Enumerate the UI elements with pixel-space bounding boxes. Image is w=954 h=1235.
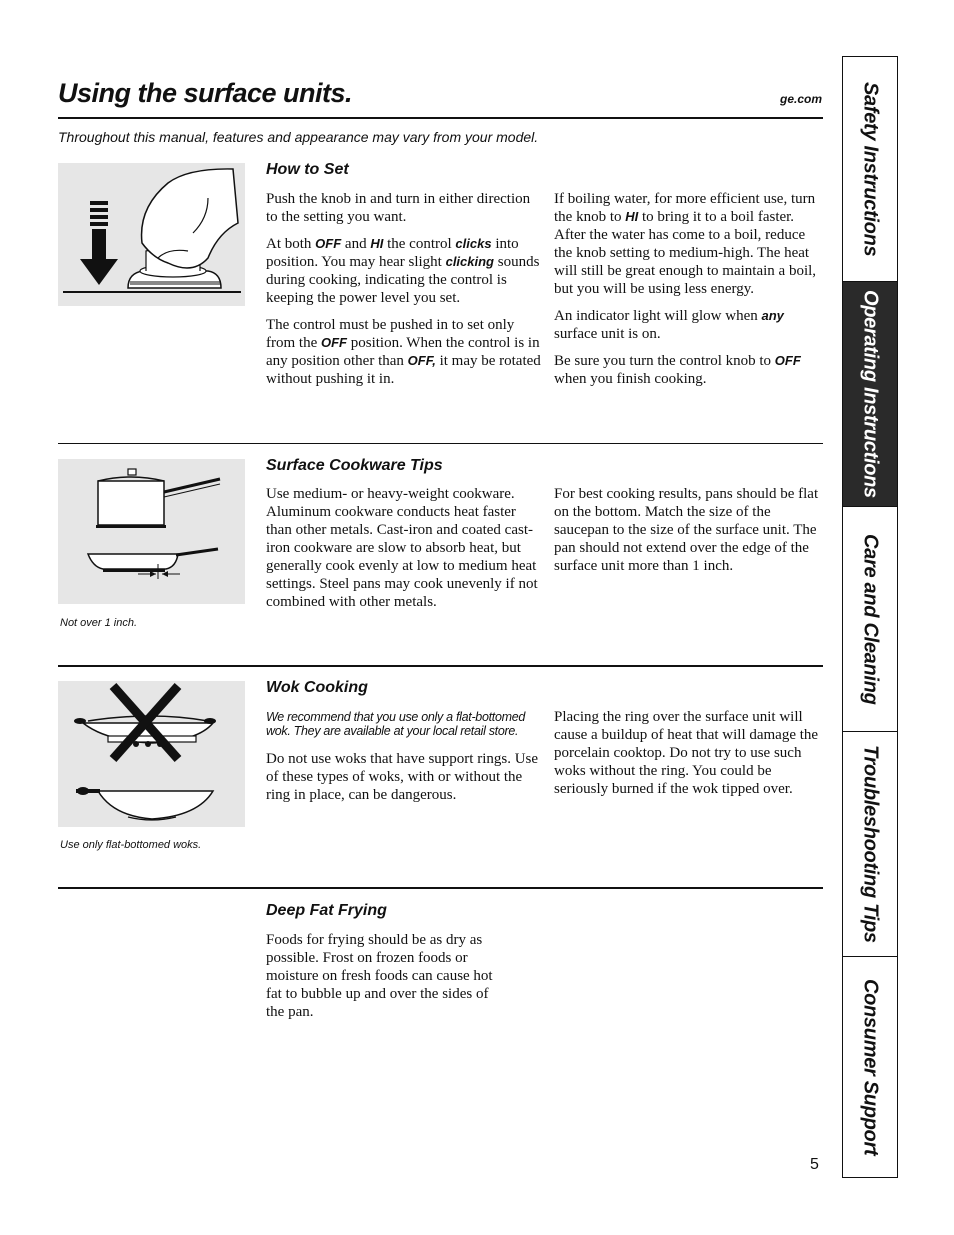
- wok-recommendation-note: We recommend that you use only a flat-bottomed wok. They are available at your local retail store.: [266, 710, 526, 738]
- page-number: 5: [810, 1156, 819, 1173]
- site-link[interactable]: ge.com: [779, 92, 822, 106]
- paragraph: Do not use woks that have support rings. Use of these types of woks, with or without the ring in place, can be dangerous.: [266, 751, 539, 803]
- deep-fat-column: [266, 931, 506, 1030]
- section-divider: [58, 887, 823, 889]
- title-rule: [58, 117, 823, 119]
- image-caption: Use only flat-bottomed woks.: [60, 839, 202, 851]
- cookware-left-column: [266, 485, 541, 620]
- paragraph: Push the knob in and turn in either direction to the setting you want.: [266, 191, 531, 225]
- how-to-set-left-column: [266, 190, 541, 397]
- paragraph: At both OFF and HI the control clicks into position. You may hear slight clicking sounds during cooking, indicating the control is keeping the power level you set.: [266, 236, 540, 306]
- paragraph: For best cooking results, pans should be flat on the bottom. Match the size of the saucepan to the size of the surface unit. The pan should not extend over the edge of the surface unit more than 1 inch.: [554, 486, 819, 574]
- section-title-deep-fat-frying: Deep Fat Frying: [266, 902, 387, 919]
- paragraph: Placing the ring over the surface unit will cause a buildup of heat that will damage the porcelain cooktop. Do not try to use such woks without the ring. You could be seriously burned if the wok tipped over.: [554, 709, 819, 797]
- section-title-cookware: Surface Cookware Tips: [266, 457, 443, 474]
- saucepan-icon: [58, 459, 245, 604]
- tab-care-and-cleaning[interactable]: Care and Cleaning: [843, 507, 897, 732]
- section-title-wok: Wok Cooking: [266, 679, 368, 696]
- wok-left-column: [266, 710, 541, 813]
- tab-consumer-support[interactable]: Consumer Support: [859, 978, 882, 1156]
- paragraph: Foods for frying should be as dry as possible. Frost on frozen foods or moisture on fresh foods can cause hot fat to bubble up and over the sides of the pan.: [266, 932, 493, 1020]
- paragraph: The control must be pushed in to set only from the OFF position. When the control is in any position other than OFF, it may be rotated without pushing it in.: [266, 317, 541, 387]
- knob-illustration: [58, 163, 245, 306]
- section-title-how-to-set: How to Set: [266, 161, 349, 178]
- push-knob-icon: [58, 163, 245, 306]
- paragraph: Use medium- or heavy-weight cookware. Aluminum cookware conducts heat faster than other metals. Cast-iron and coated cast-iron cookware are slow to absorb heat, but generally cook evenly at low to medium heat settings. Steel pans may cook unevenly if not combined with other metals.: [266, 486, 538, 610]
- paragraph: Be sure you turn the control knob to OFF when you finish cooking.: [554, 353, 801, 387]
- paragraph: An indicator light will glow when any surface unit is on.: [554, 308, 784, 342]
- wok-icon: [58, 681, 245, 827]
- cookware-right-column: [554, 485, 822, 584]
- section-tabs: [842, 56, 898, 1178]
- section-divider: [58, 443, 823, 444]
- cookware-illustration: [58, 459, 245, 604]
- page-title: Using the surface units.: [58, 78, 353, 108]
- section-divider: [58, 665, 823, 667]
- tab-operating-instructions[interactable]: Operating Instructions: [843, 282, 897, 507]
- wok-right-column: [554, 708, 822, 807]
- page-subtitle: Throughout this manual, features and appearance may vary from your model.: [58, 129, 539, 145]
- tab-troubleshooting-tips[interactable]: Troubleshooting Tips: [843, 732, 897, 957]
- wok-illustration: [58, 681, 245, 827]
- tab-safety-instructions[interactable]: Safety Instructions: [843, 57, 897, 282]
- image-caption: Not over 1 inch.: [60, 617, 138, 629]
- how-to-set-right-column: [554, 190, 822, 397]
- paragraph: If boiling water, for more efficient use, turn the knob to HI to bring it to a boil faster. After the water has come to a boil, reduce the knob setting to medium-high. The heat will still be great enough to maintain a boil, but you will be using less energy.: [554, 191, 817, 297]
